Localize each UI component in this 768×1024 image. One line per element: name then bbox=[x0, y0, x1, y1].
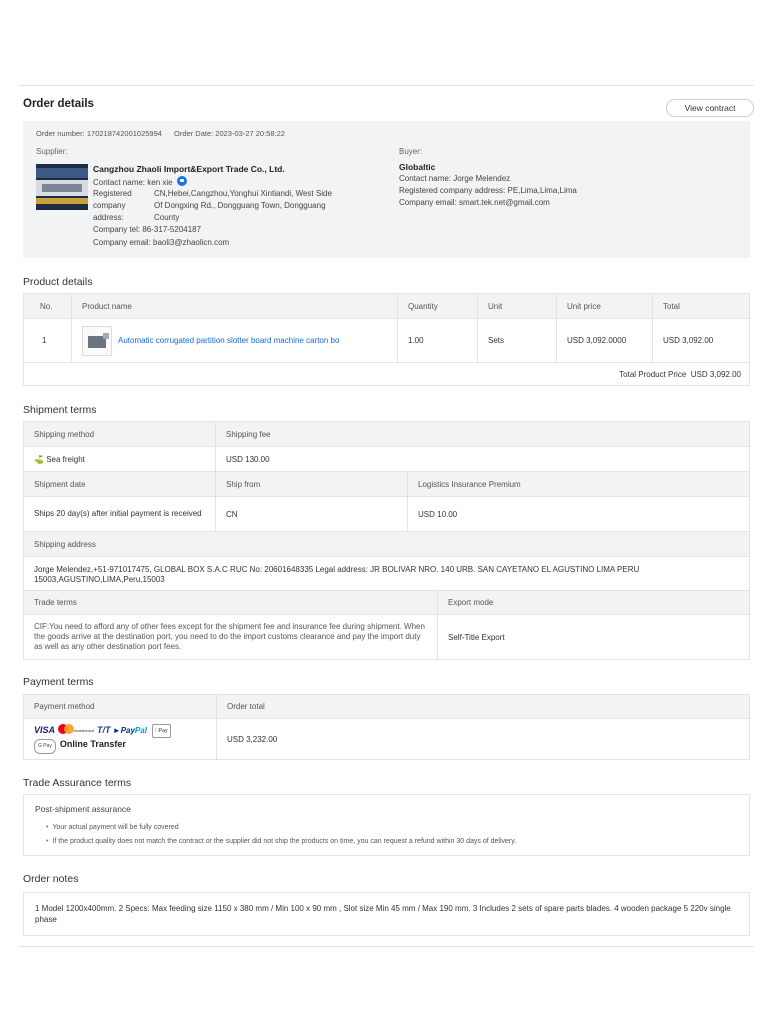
supplier-logo bbox=[36, 164, 88, 210]
row-product bbox=[72, 319, 398, 363]
page-title: Order details bbox=[23, 98, 94, 110]
view-contract-button[interactable]: View contract bbox=[666, 99, 754, 117]
export-mode: Self-Title Export bbox=[438, 615, 750, 660]
paypal-logo: ►PayPal bbox=[112, 726, 147, 735]
order-date: Order Date: 2023-03-27 20:58:22 bbox=[174, 129, 285, 138]
shipment-date-label: Shipment date bbox=[24, 472, 216, 497]
notes-panel bbox=[23, 892, 750, 936]
order-total-label: Order total bbox=[217, 695, 750, 719]
row-quantity: 1.00 bbox=[398, 319, 478, 363]
payment-table bbox=[23, 694, 750, 760]
assurance-bullet: • Your actual payment will be fully covered bbox=[46, 821, 516, 835]
col-unit: Unit bbox=[478, 294, 557, 319]
shipment-table bbox=[23, 421, 750, 593]
supplier-name: Cangzhou Zhaoli Import&Export Trade Co., Ltd. bbox=[93, 164, 285, 174]
export-mode-label: Export mode bbox=[438, 591, 750, 615]
supplier-label: Supplier: bbox=[36, 147, 68, 156]
payment-section-title: Payment terms bbox=[23, 676, 94, 688]
shipping-method-label: Shipping method bbox=[24, 422, 216, 447]
table-row bbox=[24, 319, 750, 363]
product-section-title: Product details bbox=[23, 276, 93, 288]
supplier-contact: Contact name: ken xie bbox=[93, 176, 187, 189]
col-quantity: Quantity bbox=[398, 294, 478, 319]
assurance-subtitle: Post-shipment assurance bbox=[35, 804, 131, 814]
gpay-logo: G Pay bbox=[34, 739, 56, 754]
buyer-address: Registered company address: PE,Lima,Lima,Lima bbox=[399, 186, 577, 195]
row-unit-price: USD 3,092.0000 bbox=[557, 319, 653, 363]
ship-from: CN bbox=[216, 497, 408, 532]
order-notes-text: 1 Model 1200x400mm. 2 Specs: Max feeding size 1150 x 380 mm / Min 100 x 90 mm , Slot size Min 45 mm / Max 190 mm. 3 Includes 2 sets of spare parts blades. 4 wooden package 5 220v single phase bbox=[35, 904, 731, 924]
payment-methods: VISA mastercard T/T ►PayPal Pay G Pay Online Transfer bbox=[24, 719, 217, 760]
order-info-panel bbox=[23, 121, 750, 258]
assurance-panel bbox=[23, 794, 750, 856]
payment-method-label: Payment method bbox=[24, 695, 217, 719]
applepay-logo: Pay bbox=[152, 724, 170, 738]
product-thumbnail[interactable] bbox=[82, 326, 112, 356]
buyer-name: Globaltic bbox=[399, 162, 436, 172]
shipping-address-label: Shipping address bbox=[24, 532, 750, 557]
row-no: 1 bbox=[24, 319, 72, 363]
shipping-fee-label: Shipping fee bbox=[216, 422, 750, 447]
supplier-address-key: Registered company address: bbox=[93, 189, 132, 222]
assurance-bullet: • If the product quality does not match the contract or the supplier did not ship the products on time, you can request a refund within 30 days of delivery. bbox=[46, 835, 516, 849]
top-divider bbox=[18, 85, 754, 86]
tt-logo: T/T bbox=[97, 725, 111, 735]
shipping-address: Jorge Melendez,+51-971017475, GLOBAL BOX S.A.C RUC No: 20601648335 Legal address: JR BOLIVAR NRO. 140 URB. SAN CAYETANO EL AGUSTINO LIMA PERU 15003,AGUSTINO,LIMA,Peru,15003 bbox=[24, 557, 750, 593]
visa-logo: VISA bbox=[34, 725, 56, 735]
row-unit: Sets bbox=[478, 319, 557, 363]
insurance-premium: USD 10.00 bbox=[408, 497, 750, 532]
col-unit-price: Unit price bbox=[557, 294, 653, 319]
bottom-divider bbox=[18, 946, 754, 947]
trade-terms-label: Trade terms bbox=[24, 591, 438, 615]
notes-section-title: Order notes bbox=[23, 873, 79, 885]
shipment-section-title: Shipment terms bbox=[23, 404, 97, 416]
col-product-name: Product name bbox=[72, 294, 398, 319]
ship-from-label: Ship from bbox=[216, 472, 408, 497]
assurance-section-title: Trade Assurance terms bbox=[23, 777, 132, 789]
supplier-tel: Company tel: 86-317-5204187 bbox=[93, 225, 202, 234]
trade-terms-table bbox=[23, 590, 750, 660]
chat-icon[interactable] bbox=[177, 176, 187, 186]
order-meta bbox=[36, 129, 295, 138]
online-transfer: Online Transfer bbox=[59, 739, 126, 749]
order-number: Order number: 170218742001025994 bbox=[36, 129, 162, 138]
buyer-email: Company email: smart.tek.net@gmail.com bbox=[399, 198, 550, 207]
supplier-address: CN,Hebei,Cangzhou,Yonghui Xintiandi, West Side Of Dongxing Rd., Dongguang Town, Dongguang County bbox=[154, 189, 332, 222]
shipment-date: Ships 20 day(s) after initial payment is received bbox=[24, 497, 216, 532]
buyer-contact: Contact name: Jorge Melendez bbox=[399, 174, 511, 183]
buyer-label: Buyer: bbox=[399, 147, 423, 156]
total-product-price: Total Product Price USD 3,092.00 bbox=[24, 363, 750, 386]
product-link[interactable]: Automatic corrugated partition slotter board machine carton bo bbox=[118, 335, 340, 345]
col-total: Total bbox=[653, 294, 750, 319]
supplier-email: Company email: baoli3@zhaolicn.com bbox=[93, 238, 230, 247]
shipping-method: ⛳ Sea freight bbox=[24, 447, 216, 472]
trade-terms: CIF:You need to afford any of other fees except for the shipment fee and insurance fee during shipment. When the goods arrive at the destination port, you need to do the import customs clearance and pay the import duty as well as any other destination port fees. bbox=[24, 615, 438, 660]
order-total: USD 3,232.00 bbox=[217, 719, 750, 760]
ship-icon: ⛳ bbox=[34, 454, 44, 464]
row-total: USD 3,092.00 bbox=[653, 319, 750, 363]
mastercard-logo bbox=[58, 724, 74, 734]
col-no: No. bbox=[24, 294, 72, 319]
insurance-label: Logistics Insurance Premium bbox=[408, 472, 750, 497]
shipping-fee: USD 130.00 bbox=[216, 447, 750, 472]
product-table bbox=[23, 293, 750, 386]
